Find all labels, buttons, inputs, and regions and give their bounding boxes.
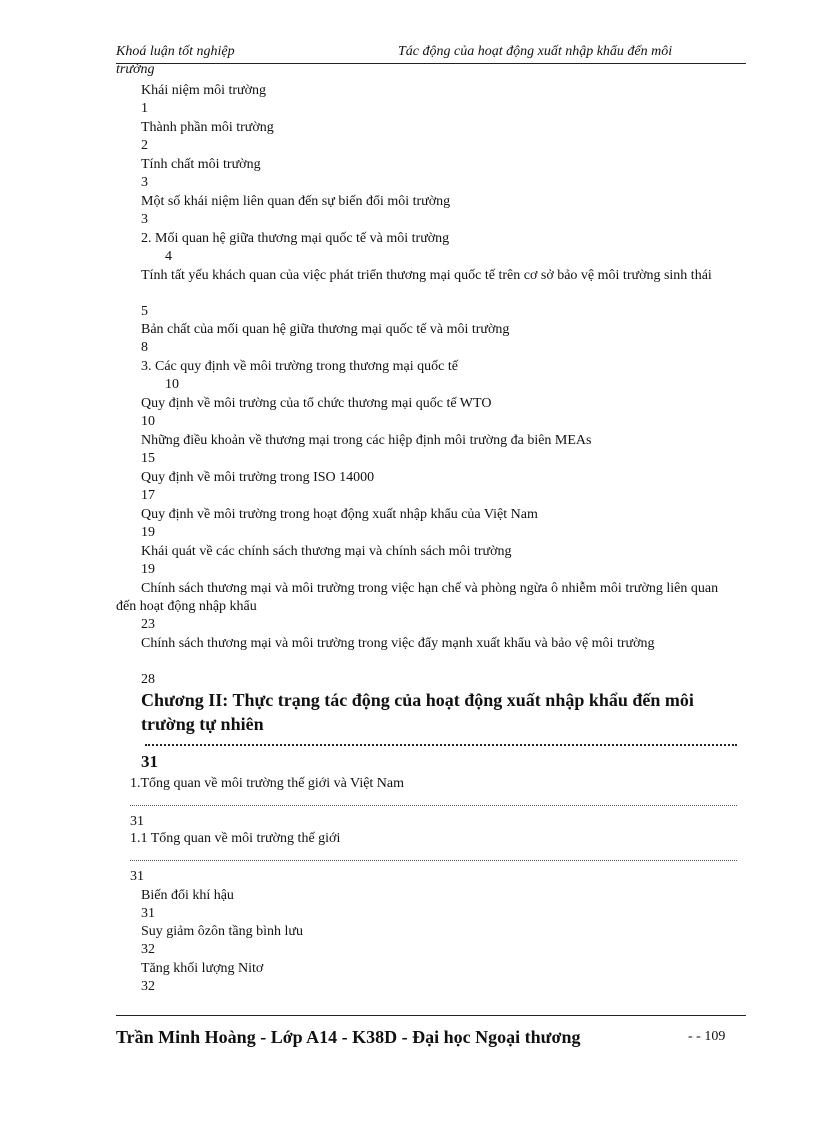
toc-entry-page: 2 <box>141 138 148 153</box>
toc-entry-page: 5 <box>141 304 148 319</box>
toc-entry-page: 17 <box>141 488 155 503</box>
toc-entry-page: 10 <box>141 414 155 429</box>
toc-entry-page: 23 <box>141 617 155 632</box>
footer-rule <box>116 1015 746 1016</box>
toc-subentry-page: 32 <box>141 979 155 994</box>
toc-entry-page: 3 <box>141 175 148 190</box>
toc-entry-title[interactable]: Chính sách thương mại và môi trường trong việc đẩy mạnh xuất khẩu và bảo vệ môi trường <box>141 636 655 651</box>
running-header-right: Tác động của hoạt động xuất nhập khẩu đến môi <box>398 44 673 59</box>
toc-entry-title[interactable]: 2. Mối quan hệ giữa thương mại quốc tế và môi trường <box>141 231 450 246</box>
toc-section-title[interactable]: 1.1 Tổng quan về môi trường thế giới <box>130 831 341 846</box>
toc-entry-page: 1 <box>141 101 148 116</box>
toc-entry-title[interactable]: Chính sách thương mại và môi trường trong việc hạn chế và phòng ngừa ô nhiễm môi trường liên quan đến hoạt động nhập khẩu <box>116 581 719 614</box>
toc-entry-page: 28 <box>141 672 155 687</box>
toc-entry-title[interactable]: Quy định về môi trường trong ISO 14000 <box>141 470 375 485</box>
section-leader-dots <box>130 860 737 861</box>
toc-subentry-title[interactable]: Tăng khối lượng Nitơ <box>141 961 264 976</box>
toc-entry-title[interactable]: Bản chất của mối quan hệ giữa thương mại quốc tế và môi trường <box>141 322 510 337</box>
toc-subentry-title[interactable]: Biến đổi khí hậu <box>141 888 234 903</box>
chapter-page: 31 <box>141 752 158 771</box>
toc-entry-title[interactable]: Thành phần môi trường <box>141 120 274 135</box>
footer-page-number: - - 109 <box>688 1029 726 1044</box>
toc-entry-page: 4 <box>165 249 172 264</box>
toc-entry-page: 10 <box>165 377 179 392</box>
toc-entry-title[interactable]: Tính tất yếu khách quan của việc phát triển thương mại quốc tế trên cơ sở bảo vệ môi trường sinh thái <box>141 268 712 283</box>
section-leader-dots <box>130 805 737 806</box>
toc-section-page: 31 <box>130 814 144 829</box>
toc-entry-page: 15 <box>141 451 155 466</box>
toc-entry-title[interactable]: Quy định về môi trường của tổ chức thương mại quốc tế WTO <box>141 396 492 411</box>
toc-subentry-title[interactable]: Suy giảm ôzôn tầng bình lưu <box>141 924 303 939</box>
chapter-leader-dots <box>145 744 737 746</box>
toc-entry-page: 19 <box>141 525 155 540</box>
running-header-left: Khoá luận tốt nghiệp <box>116 44 235 59</box>
toc-section-title[interactable]: 1.Tổng quan về môi trường thế giới và Việt Nam <box>130 776 405 791</box>
toc-entry-title[interactable]: Khái quát về các chính sách thương mại và chính sách môi trường <box>141 544 512 559</box>
toc-entry-title[interactable]: Tính chất môi trường <box>141 157 261 172</box>
toc-entry-page: 8 <box>141 340 148 355</box>
toc-subentry-page: 31 <box>141 906 155 921</box>
toc-entry-title[interactable]: Một số khái niệm liên quan đến sự biến đổi môi trường <box>141 194 451 209</box>
toc-entry-page: 19 <box>141 562 155 577</box>
toc-section-page: 31 <box>130 869 144 884</box>
toc-entry-page: 3 <box>141 212 148 227</box>
toc-entry-title[interactable]: Những điều khoản về thương mại trong các hiệp định môi trường đa biên MEAs <box>141 433 592 448</box>
toc-entry-title[interactable]: Quy định về môi trường trong hoạt động xuất nhập khẩu của Việt Nam <box>141 507 538 522</box>
chapter-heading[interactable]: Chương II: Thực trạng tác động của hoạt động xuất nhập khẩu đến môi trường tự nhiên <box>141 690 694 734</box>
header-rule <box>116 63 746 64</box>
toc-subentry-page: 32 <box>141 942 155 957</box>
running-header-continued: trường <box>116 62 155 77</box>
toc-entry-title[interactable]: 3. Các quy định về môi trường trong thương mại quốc tế <box>141 359 458 374</box>
footer-author: Trần Minh Hoàng - Lớp A14 - K38D - Đại học Ngoại thương <box>116 1027 581 1047</box>
toc-entry-title[interactable]: Khái niệm môi trường <box>141 83 267 98</box>
